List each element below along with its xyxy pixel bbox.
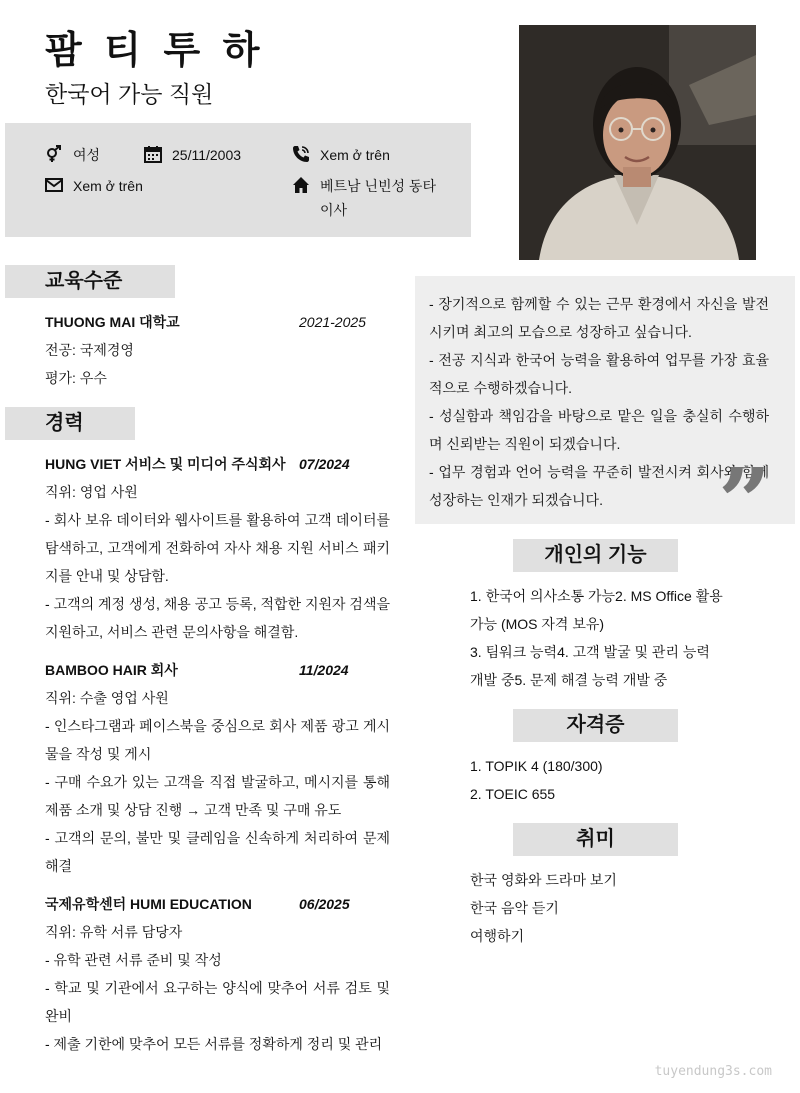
address-value: 베트남 닌빈성 동타 이사	[320, 178, 436, 218]
gender-icon	[45, 145, 63, 163]
job-title: 한국어 가능 직원	[45, 81, 214, 107]
objective-item: - 전공 지식과 한국어 능력을 활용하여 업무를 가장 효율적으로 수행하겠습니다.	[429, 352, 769, 396]
certificates-heading: 자격증	[513, 709, 678, 742]
contact-address	[292, 174, 452, 222]
skills-line: 3. 팀워크 능력4. 고객 발굴 및 관리 능력	[470, 644, 710, 660]
phone-value: Xem ở trên	[320, 147, 390, 163]
calendar-icon	[144, 145, 162, 163]
contact-email	[45, 174, 143, 198]
job-date: 11/2024	[299, 662, 349, 678]
job-duty: - 고객의 문의, 불만 및 클레임을 신속하게 처리하여 문제 해결	[45, 830, 390, 874]
hobbies-heading: 취미	[513, 823, 678, 856]
contact-phone	[292, 143, 390, 167]
contact-gender	[45, 143, 100, 167]
job-duty: - 유학 관련 서류 준비 및 작성	[45, 952, 222, 968]
job-duty: - 구매 수요가 있는 고객을 직접 발굴하고, 메시지를 통해 제품 소개 및 상담 진행 → 고객 만족 및 구매 유도	[45, 774, 390, 818]
email-value: Xem ở trên	[73, 178, 143, 194]
watermark: tuyendung3s.com	[654, 1064, 772, 1079]
quote-mark-icon: ”	[718, 448, 771, 556]
education-major: 전공: 국제경영	[45, 342, 134, 358]
objective-item: - 성실함과 책임감을 바탕으로 맡은 일을 충실히 수행하며 신뢰받는 직원이 되겠습니다.	[429, 408, 769, 452]
contact-birthdate	[144, 143, 241, 167]
certificate-item: 2. TOEIC 655	[470, 786, 556, 802]
portrait-illustration	[519, 25, 756, 260]
mail-icon	[45, 176, 63, 194]
job-date: 07/2024	[299, 456, 350, 472]
profile-photo	[519, 25, 756, 260]
job-position: 직위: 수출 영업 사원	[45, 690, 169, 706]
education-school: THUONG MAI 대학교	[45, 314, 180, 330]
home-icon	[292, 176, 310, 194]
job-position: 직위: 유학 서류 담당자	[45, 924, 183, 940]
education-period: 2021-2025	[299, 314, 366, 330]
skills-line: 개발 중5. 문제 해결 능력 개발 중	[470, 672, 668, 688]
candidate-name: 팜 티 투 하	[45, 30, 266, 72]
job-duty: - 제출 기한에 맞추어 모든 서류를 정확하게 정리 및 관리	[45, 1036, 383, 1052]
job-position: 직위: 영업 사원	[45, 484, 138, 500]
job-duty: - 회사 보유 데이터와 웹사이트를 활용하여 고객 데이터를 탐색하고, 고객에게 전화하여 자사 채용 지원 서비스 패키지를 안내 및 상담함.	[45, 512, 390, 584]
birthdate-value: 25/11/2003	[172, 147, 242, 163]
phone-icon	[292, 145, 310, 163]
job-company: HUNG VIET 서비스 및 미디어 주식회사	[45, 456, 286, 472]
education-grade: 평가: 우수	[45, 370, 107, 386]
certificate-item: 1. TOPIK 4 (180/300)	[470, 758, 603, 774]
contact-panel	[5, 123, 471, 237]
job-duty: - 학교 및 기관에서 요구하는 양식에 맞추어 서류 검토 및 완비	[45, 980, 390, 1024]
job-duty: - 고객의 계정 생성, 채용 공고 등록, 적합한 지원자 검색을 지원하고, 서비스 관련 문의사항을 해결함.	[45, 596, 390, 640]
objective-item: - 업무 경험과 언어 능력을 꾸준히 발전시켜 회사와 함께 성장하는 인재가 되겠습니다.	[429, 464, 769, 508]
skills-heading: 개인의 기능	[513, 539, 678, 572]
objective-item: - 장기적으로 함께할 수 있는 근무 환경에서 자신을 발전시키며 최고의 모습으로 성장하고 싶습니다.	[429, 296, 769, 340]
job-company: BAMBOO HAIR 회사	[45, 662, 178, 678]
skills-line: 가능 (MOS 자격 보유)	[470, 616, 605, 632]
experience-heading: 경력	[5, 407, 135, 440]
skills-line: 1. 한국어 의사소통 가능2. MS Office 활용	[470, 588, 723, 604]
job-company: 국제유학센터 HUMI EDUCATION	[45, 896, 252, 912]
hobby-item: 여행하기	[470, 928, 525, 944]
job-duty: - 인스타그램과 페이스북을 중심으로 회사 제품 광고 게시물을 작성 및 게시	[45, 718, 390, 762]
education-heading: 교육수준	[5, 265, 175, 298]
hobby-item: 한국 음악 듣기	[470, 900, 559, 916]
hobby-item: 한국 영화와 드라마 보기	[470, 872, 617, 888]
gender-value: 여성	[73, 147, 101, 163]
job-date: 06/2025	[299, 896, 350, 912]
